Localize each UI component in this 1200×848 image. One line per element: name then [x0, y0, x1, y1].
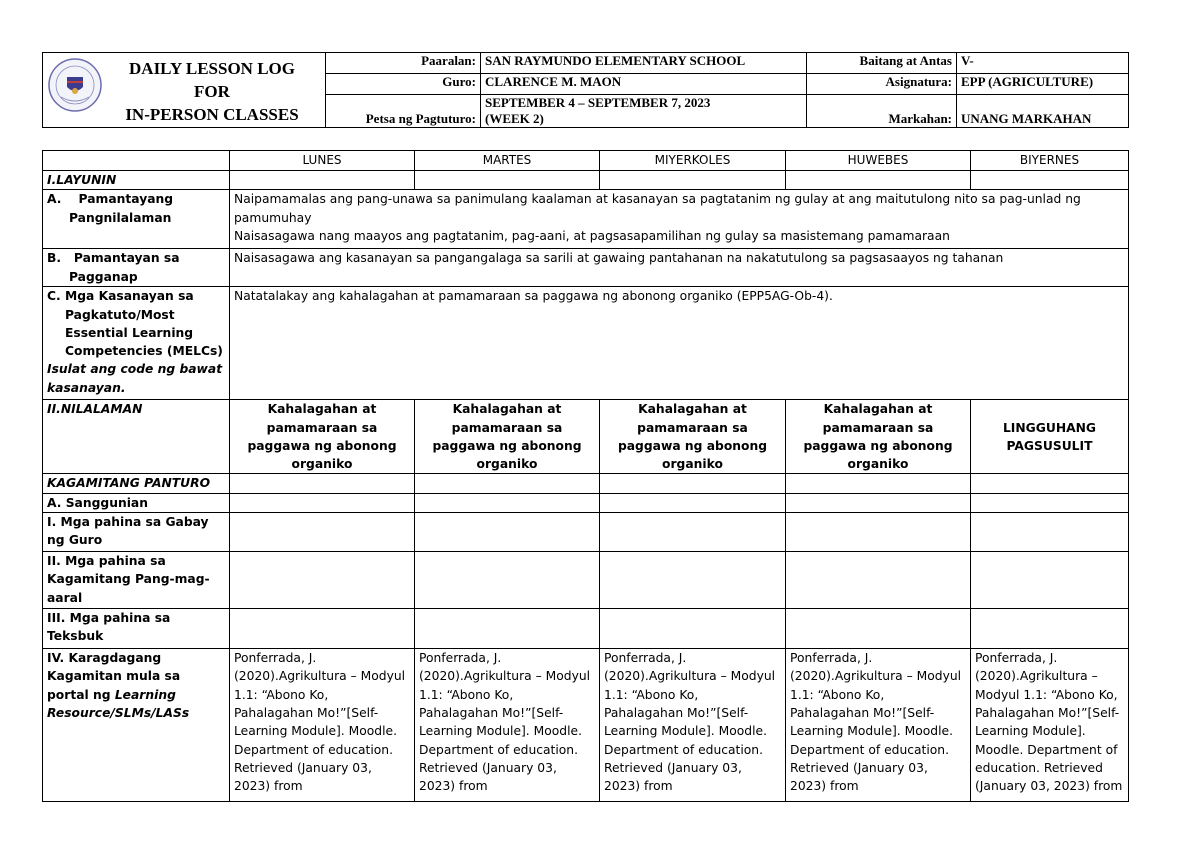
title-block	[43, 53, 326, 128]
row-label-text: Pangnilalaman	[69, 210, 172, 225]
pang-mag-aaral-row	[43, 552, 1129, 609]
section-label: II.NILALAMAN	[43, 400, 230, 474]
grade-value: V-	[957, 53, 1129, 74]
row-letter: A.	[47, 192, 62, 207]
school-value: SAN RAYMUNDO ELEMENTARY SCHOOL	[481, 53, 807, 74]
log-title	[103, 57, 321, 126]
row-label: A. Sanggunian	[43, 493, 230, 512]
row-label-text: Learning Resource/SLMs/LASs	[47, 687, 190, 720]
subject-value: EPP (AGRICULTURE)	[957, 74, 1129, 95]
empty-cell	[415, 171, 600, 190]
header-table	[42, 52, 1129, 128]
section-label: I.LAYUNIN	[43, 171, 230, 190]
empty-cell	[230, 552, 415, 609]
subject-label: Asignatura:	[807, 74, 957, 95]
empty-cell	[230, 171, 415, 190]
empty-cell	[230, 474, 415, 493]
empty-cell	[971, 609, 1129, 649]
reference-cell	[786, 649, 971, 802]
teacher-label: Guro:	[326, 74, 481, 95]
row-label	[43, 190, 230, 249]
layunin-row	[43, 171, 1129, 190]
quarter-label: Markahan:	[807, 95, 957, 128]
empty-cell	[786, 552, 971, 609]
reference-author: Ponferrada, J. (2020).	[790, 651, 873, 684]
row-label-text: Pagganap	[69, 269, 138, 284]
empty-cell	[230, 609, 415, 649]
row-label: I. Mga pahina sa Gabay ng Guro	[43, 513, 230, 552]
empty-cell	[786, 474, 971, 493]
row-label-text: C. Mga Kasanayan sa	[47, 289, 194, 304]
row-content: Naisasagawa ang kasanayan sa pangangalaga sa sarili at gawaing pantahanan na nakatutulong sa pagsasaayos ng tahanan	[230, 249, 1129, 287]
empty-cell	[43, 151, 230, 171]
date-label: Petsa ng Pagtuturo:	[326, 95, 481, 128]
content-text: Naisasagawa nang maayos ang pagtatanim, pag-aani, at pagsasapamilihan ng gulay sa masistemang pamamaraan	[234, 228, 950, 243]
empty-cell	[971, 171, 1129, 190]
pamantayang-row	[43, 190, 1129, 249]
empty-cell	[415, 474, 600, 493]
reference-text: Agrikultura – Modyul 1.1: “Abono Ko, Pahalagahan Mo!”[Self-Learning Module]. Moodle. Department of education. Retrieved (January 03, 2023) from	[975, 669, 1123, 794]
title-line: IN-PERSON CLASSES	[125, 105, 299, 124]
empty-cell	[600, 171, 786, 190]
melc-row	[43, 287, 1129, 400]
nilalaman-row	[43, 400, 1129, 474]
reference-text: Agrikultura – Modyul 1.1: “Abono Ko, Pahalagahan Mo!”[Self-Learning Module]. Moodle. Department of education. Retrieved (January 03, 2023) from	[604, 669, 776, 794]
empty-cell	[230, 513, 415, 552]
kagamitan-row	[43, 474, 1129, 493]
empty-cell	[600, 474, 786, 493]
reference-cell	[971, 649, 1129, 802]
row-label-text: Isulat ang code ng bawat kasanayan.	[47, 362, 223, 395]
empty-cell	[971, 513, 1129, 552]
empty-cell	[600, 513, 786, 552]
row-label-text: Pagkatuto/Most Essential Learning Competencies (MELCs)	[65, 307, 223, 359]
empty-cell	[971, 474, 1129, 493]
days-header-row	[43, 151, 1129, 171]
topic-cell: Kahalagahan at pamamaraan sa paggawa ng abonong organiko	[415, 400, 600, 474]
row-label	[43, 649, 230, 802]
topic-cell: Kahalagahan at pamamaraan sa paggawa ng abonong organiko	[786, 400, 971, 474]
day-header: LUNES	[230, 151, 415, 171]
empty-cell	[971, 552, 1129, 609]
teksbuk-row	[43, 609, 1129, 649]
reference-author: Ponferrada, J. (2020).	[419, 651, 502, 684]
day-header: MIYERKOLES	[600, 151, 786, 171]
reference-author: Ponferrada, J. (2020).	[234, 651, 317, 684]
reference-text: Agrikultura – Modyul 1.1: “Abono Ko, Pahalagahan Mo!”[Self-Learning Module]. Moodle. Department of education. Retrieved (January 03, 2023) from	[790, 669, 962, 794]
empty-cell	[415, 609, 600, 649]
empty-cell	[230, 493, 415, 512]
pagganap-row	[43, 249, 1129, 287]
date-value	[481, 95, 807, 128]
reference-cell	[600, 649, 786, 802]
row-label	[43, 287, 230, 400]
topic-cell: Kahalagahan at pamamaraan sa paggawa ng abonong organiko	[600, 400, 786, 474]
day-header: HUWEBES	[786, 151, 971, 171]
reference-cell	[415, 649, 600, 802]
empty-cell	[600, 493, 786, 512]
row-label-text: Pamantayan sa	[73, 251, 180, 266]
content-text: Naipamamalas ang pang-unawa sa panimulang kaalaman at kasanayan sa pagtatanim ng gulay at ang maitutulong nito sa pag-unlad ng pamumuhay	[234, 192, 1081, 225]
deped-seal-icon	[47, 57, 103, 113]
school-label: Paaralan:	[326, 53, 481, 74]
row-label-text: Pamantayang	[78, 192, 174, 207]
quarter-value: UNANG MARKAHAN	[957, 95, 1129, 128]
empty-cell	[600, 552, 786, 609]
row-label: III. Mga pahina sa Teksbuk	[43, 609, 230, 649]
empty-cell	[786, 171, 971, 190]
reference-author: Ponferrada, J. (2020).	[604, 651, 687, 684]
teacher-value: CLARENCE M. MAON	[481, 74, 807, 95]
empty-cell	[786, 609, 971, 649]
row-content	[230, 190, 1129, 249]
empty-cell	[415, 552, 600, 609]
karagdagang-row	[43, 649, 1129, 802]
row-content: Natatalakay ang kahalagahan at pamamaraan sa paggawa ng abonong organiko (EPP5AG-Ob-4).	[230, 287, 1129, 400]
empty-cell	[415, 493, 600, 512]
date-line: SEPTEMBER 4 – SEPTEMBER 7, 2023	[485, 95, 711, 110]
empty-cell	[786, 493, 971, 512]
empty-cell	[786, 513, 971, 552]
sanggunian-row	[43, 493, 1129, 512]
row-label: II. Mga pahina sa Kagamitang Pang-mag-aaral	[43, 552, 230, 609]
row-label	[43, 249, 230, 287]
date-line: (WEEK 2)	[485, 111, 544, 126]
empty-cell	[415, 513, 600, 552]
title-line: FOR	[194, 82, 230, 101]
section-label: KAGAMITANG PANTURO	[43, 474, 230, 493]
empty-cell	[600, 609, 786, 649]
empty-cell	[971, 493, 1129, 512]
grade-label: Baitang at Antas	[807, 53, 957, 74]
row-letter: B.	[47, 251, 62, 266]
gabay-row	[43, 513, 1129, 552]
reference-text: Agrikultura – Modyul 1.1: “Abono Ko, Pahalagahan Mo!”[Self-Learning Module]. Moodle. Department of education. Retrieved (January 03, 2023) from	[419, 669, 591, 794]
reference-text: Agrikultura – Modyul 1.1: “Abono Ko, Pahalagahan Mo!”[Self-Learning Module]. Moodle. Department of education. Retrieved (January 03, 2023) from	[234, 669, 406, 794]
topic-cell: Kahalagahan at pamamaraan sa paggawa ng abonong organiko	[230, 400, 415, 474]
day-header: MARTES	[415, 151, 600, 171]
reference-author: Ponferrada, J. (2020).	[975, 651, 1058, 684]
row-label-text: IV. Karagdagang Kagamitan mula sa portal ng	[47, 651, 181, 702]
topic-cell: LINGGUHANG PAGSUSULIT	[971, 400, 1129, 474]
day-header: BIYERNES	[971, 151, 1129, 171]
reference-cell	[230, 649, 415, 802]
lesson-table	[42, 150, 1129, 802]
title-line: DAILY LESSON LOG	[129, 59, 295, 78]
